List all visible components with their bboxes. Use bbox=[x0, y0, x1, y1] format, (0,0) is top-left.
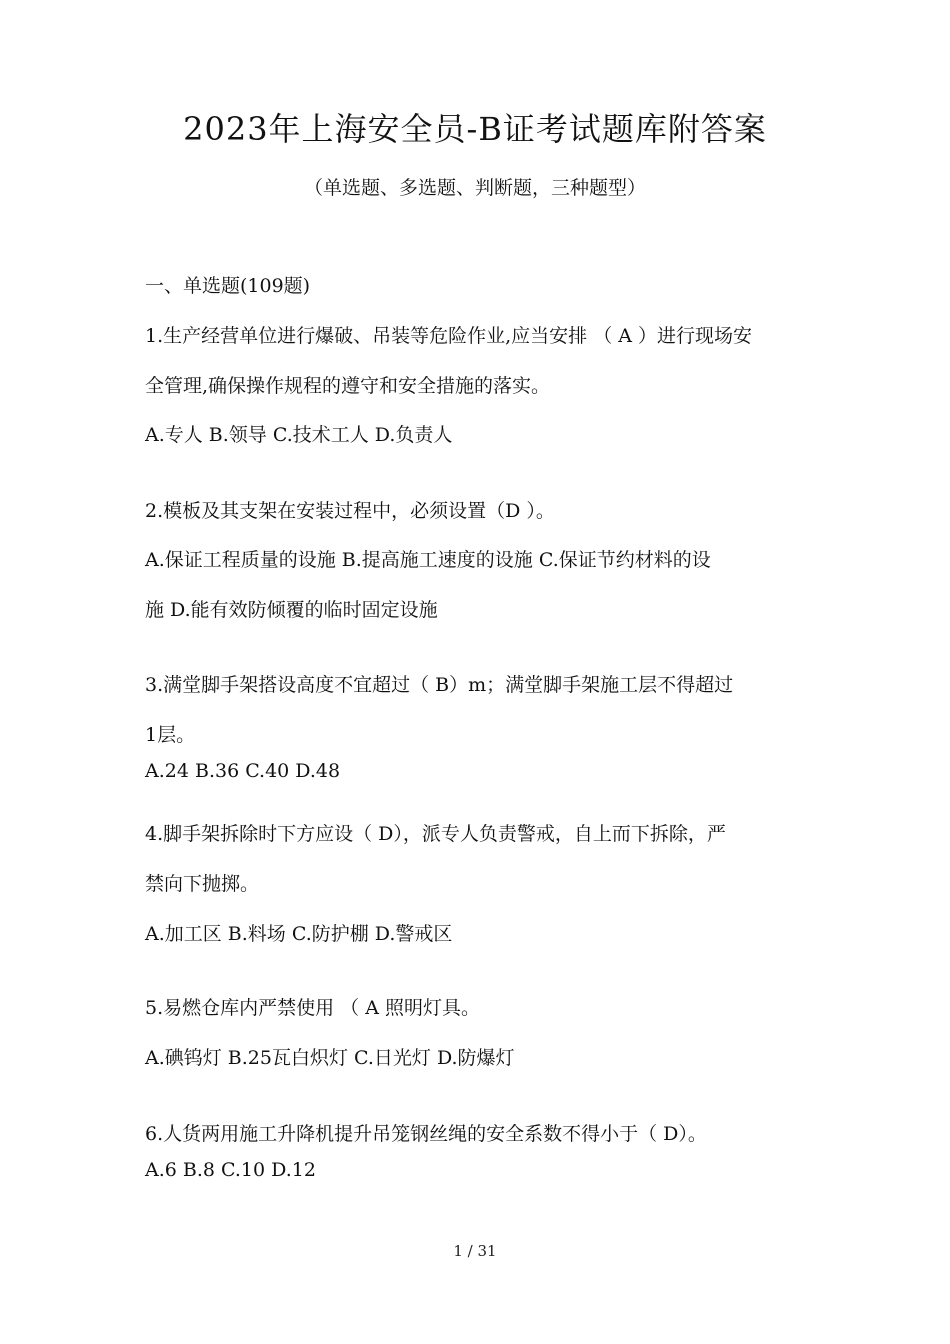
section-heading: 一、单选题(109题) bbox=[145, 275, 311, 297]
question-1-options: A.专人 B.领导 C.技术工人 D.负责人 bbox=[145, 424, 453, 446]
question-2-options-line-1: A.保证工程质量的设施 B.提高施工速度的设施 C.保证节约材料的设 bbox=[145, 549, 711, 571]
question-2-stem-line-1: 2.模板及其支架在安装过程中，必须设置（D ）。 bbox=[145, 500, 555, 522]
document-subtitle: （单选题、多选题、判断题，三种题型） bbox=[303, 177, 646, 199]
question-4-stem-line-2: 禁向下抛掷。 bbox=[145, 873, 260, 895]
question-5-stem-line-1: 5.易燃仓库内严禁使用 （ A 照明灯具。 bbox=[145, 997, 480, 1019]
question-3-options: A.24 B.36 C.40 D.48 bbox=[145, 760, 341, 782]
question-4-options: A.加工区 B.料场 C.防护棚 D.警戒区 bbox=[145, 923, 453, 945]
question-4-stem-line-1: 4.脚手架拆除时下方应设（ D），派专人负责警戒，自上而下拆除，严 bbox=[145, 823, 726, 845]
question-6-options: A.6 B.8 C.10 D.12 bbox=[145, 1159, 316, 1181]
page-number: 1 / 31 bbox=[453, 1242, 497, 1260]
document-title: 2023年上海安全员-B证考试题库附答案 bbox=[183, 110, 767, 148]
question-3-stem-line-1: 3.满堂脚手架搭设高度不宜超过（ B）m；满堂脚手架施工层不得超过 bbox=[145, 674, 734, 696]
question-1-stem-line-1: 1.生产经营单位进行爆破、吊装等危险作业,应当安排 （ A ）进行现场安 bbox=[145, 325, 753, 347]
question-5-options: A.碘钨灯 B.25瓦白炽灯 C.日光灯 D.防爆灯 bbox=[145, 1047, 515, 1069]
question-3-stem-line-2: 1层。 bbox=[145, 724, 196, 746]
question-1-stem-line-2: 全管理,确保操作规程的遵守和安全措施的落实。 bbox=[145, 375, 551, 397]
question-6-stem-line-1: 6.人货两用施工升降机提升吊笼钢丝绳的安全系数不得小于（ D）。 bbox=[145, 1123, 707, 1145]
question-2-options-line-2: 施 D.能有效防倾覆的临时固定设施 bbox=[145, 599, 438, 621]
